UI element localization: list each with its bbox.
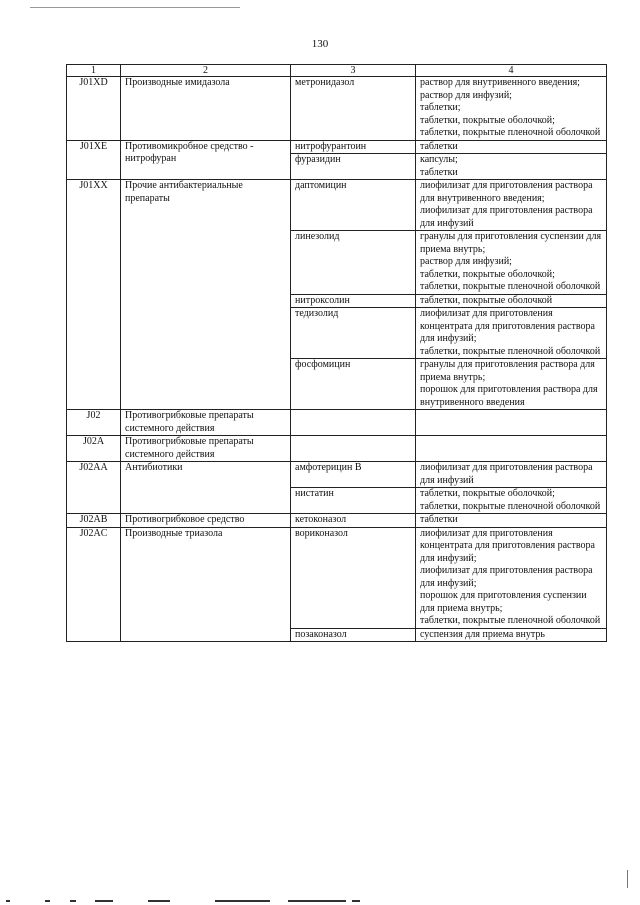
dosage-form-item: таблетки <box>420 166 458 178</box>
dosage-forms-cell <box>416 231 607 295</box>
drug-name-cell: нитрофурантоин <box>291 140 416 154</box>
dosage-form-item: лиофилизат для приготовления концентрата для приготовления раствора для инфузий; <box>420 308 595 344</box>
dosage-forms-cell <box>416 527 607 628</box>
dosage-forms-cell <box>416 294 607 308</box>
scan-edge-line <box>627 870 628 888</box>
dosage-form-item: лиофилизат для приготовления раствора для инфузий; <box>420 565 593 589</box>
group-name-cell: Противогрибковое средство <box>121 514 291 528</box>
dosage-form-item: таблетки <box>420 140 458 152</box>
dosage-forms-cell <box>416 140 607 154</box>
drug-name-cell <box>291 436 416 462</box>
dosage-forms-cell <box>416 410 607 436</box>
drug-name-cell: нистатин <box>291 488 416 514</box>
dosage-form-item: порошок для приготовления раствора для внутривенного введения <box>420 384 598 408</box>
drug-name-cell: амфотерицин В <box>291 462 416 488</box>
atc-code-cell: J02AA <box>67 462 121 514</box>
dosage-form-item: таблетки, покрытые оболочкой; <box>420 268 555 280</box>
drug-name-cell <box>291 410 416 436</box>
dosage-form-item: лиофилизат для приготовления раствора для внутривенного введения; <box>420 180 593 204</box>
dosage-form-item: таблетки, покрытые пленочной оболочкой <box>420 281 601 292</box>
dosage-forms-cell <box>416 628 607 642</box>
dosage-form-item: гранулы для приготовления суспензии для приема внутрь; <box>420 231 602 255</box>
dosage-form-item: таблетки, покрытые оболочкой <box>420 294 553 306</box>
table-row <box>67 77 607 141</box>
atc-code-cell: J01XD <box>67 77 121 141</box>
drug-name-cell: линезолид <box>291 231 416 295</box>
dosage-forms-cell <box>416 308 607 359</box>
dosage-form-item: таблетки, покрытые оболочкой; <box>420 114 555 126</box>
table-row <box>67 140 607 154</box>
dosage-form-item: раствор для инфузий; <box>420 256 512 267</box>
drug-name-cell: метронидазол <box>291 77 416 141</box>
column-header: 4 <box>416 65 607 77</box>
column-header: 1 <box>67 65 121 77</box>
dosage-form-item: лиофилизат для приготовления раствора для инфузий <box>420 205 593 229</box>
dosage-form-item: порошок для приготовления суспензии для приема внутрь; <box>420 590 587 614</box>
dosage-form-item: лиофилизат для приготовления концентрата для приготовления раствора для инфузий; <box>420 527 595 564</box>
group-name-cell: Производные триазола <box>121 527 291 642</box>
dosage-form-item: таблетки, покрытые пленочной оболочкой <box>420 127 601 138</box>
dosage-form-item: лиофилизат для приготовления раствора для инфузий <box>420 462 593 486</box>
group-name-cell: Противогрибковые препараты системного действия <box>121 436 291 462</box>
drug-name-cell: фосфомицин <box>291 359 416 410</box>
drug-name-cell: вориконазол <box>291 527 416 628</box>
table-row <box>67 514 607 528</box>
table-row <box>67 527 607 628</box>
scan-bottom-edge <box>0 896 640 905</box>
scan-edge-line <box>30 7 240 9</box>
drug-name-cell: даптомицин <box>291 180 416 231</box>
dosage-forms-cell <box>416 180 607 231</box>
atc-code-cell: J02 <box>67 410 121 436</box>
atc-code-cell: J02A <box>67 436 121 462</box>
atc-code-cell: J02AC <box>67 527 121 642</box>
group-name-cell: Противогрибковые препараты системного действия <box>121 410 291 436</box>
dosage-form-item: раствор для внутривенного введения; <box>420 77 580 88</box>
atc-code-cell: J01XE <box>67 140 121 180</box>
drug-name-cell: позаконазол <box>291 628 416 642</box>
drug-name-cell: кетоконазол <box>291 514 416 528</box>
dosage-forms-cell <box>416 359 607 410</box>
dosage-forms-cell <box>416 77 607 141</box>
dosage-form-item: капсулы; <box>420 154 458 165</box>
dosage-forms-cell <box>416 462 607 488</box>
dosage-form-item: таблетки, покрытые пленочной оболочкой <box>420 500 601 512</box>
table-row <box>67 462 607 488</box>
dosage-form-item: раствор для инфузий; <box>420 89 512 101</box>
column-header: 2 <box>121 65 291 77</box>
drug-name-cell: тедизолид <box>291 308 416 359</box>
group-name-cell: Производные имидазола <box>121 77 291 141</box>
column-header: 3 <box>291 65 416 77</box>
medication-table <box>66 64 607 642</box>
dosage-form-item: таблетки <box>420 514 458 525</box>
dosage-form-item: таблетки; <box>420 102 461 113</box>
dosage-form-item: таблетки, покрытые пленочной оболочкой <box>420 615 601 626</box>
dosage-forms-cell <box>416 154 607 180</box>
atc-code-cell: J02AB <box>67 514 121 528</box>
table-row <box>67 180 607 231</box>
group-name-cell: Противомикробное средство - нитрофуран <box>121 140 291 180</box>
dosage-form-item: таблетки, покрытые пленочной оболочкой <box>420 345 601 357</box>
dosage-form-item: гранулы для приготовления раствора для приема внутрь; <box>420 359 595 383</box>
group-name-cell: Антибиотики <box>121 462 291 514</box>
dosage-forms-cell <box>416 436 607 462</box>
dosage-forms-cell <box>416 514 607 528</box>
dosage-form-item: суспензия для приема внутрь <box>420 628 545 640</box>
table-row <box>67 410 607 436</box>
table-header-row <box>67 65 607 77</box>
drug-name-cell: нитроксолин <box>291 294 416 308</box>
drug-name-cell: фуразидин <box>291 154 416 180</box>
dosage-forms-cell <box>416 488 607 514</box>
group-name-cell: Прочие антибактериальные препараты <box>121 180 291 410</box>
table-row <box>67 436 607 462</box>
dosage-form-item: таблетки, покрытые оболочкой; <box>420 488 555 499</box>
atc-code-cell: J01XX <box>67 180 121 410</box>
page-number: 130 <box>311 38 329 50</box>
